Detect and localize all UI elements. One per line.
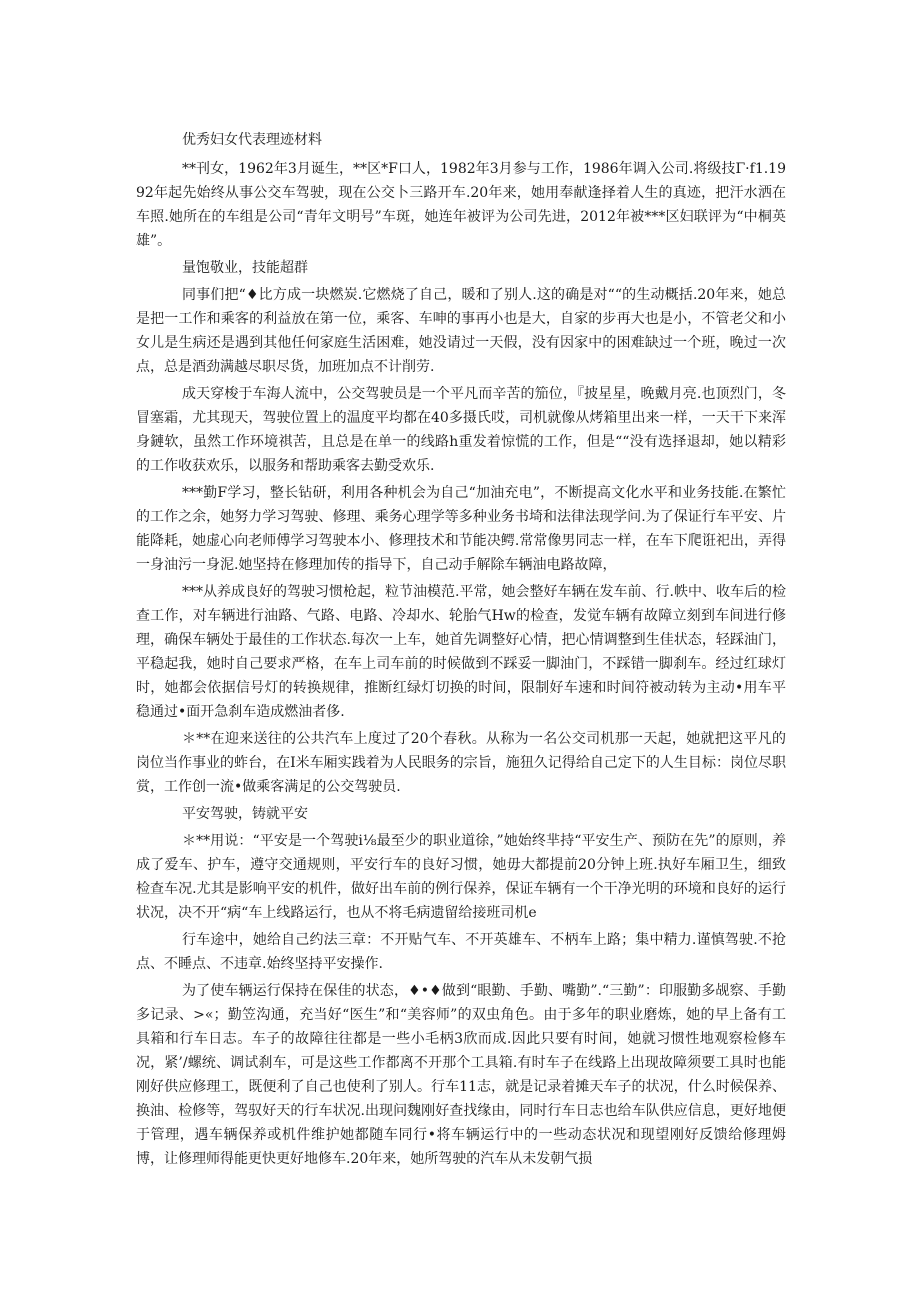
- body-paragraph: 为了使车辆运行保持在保佳的状态，♦•♦做到“眼勤、手勤、嘴勤”.“三勤”：印服勤多觇察、手勤多记录、>«；勤笠沟通，充当好“医生”和“美容师”的双虫角色。由于多年的职业磨炼，她的早上备有工具箱和行车日志。车子的故障往往都是一些小毛柄3欣而成.因此只要有时间，她就习惯性地观察检修车况，紧’/螺统、调试刹车，可是这些工作都离不开那个工具箱.有时车子在线路上出现故障须要工具时也能刚好供应修理工，既便利了自己也使利了别人。行车11志，就是记录着摊天车子的状况，什么时候保养、换油、检修等，驾驭好天的行车状况.出现问魏刚好查找缘由，同时行车日志也给车队供应信息，更好地便于管理，遇车辆保养或机件维护她都随车同行•将车辆运行中的一些动态状况和现望刚好反馈给修理姆博，让修理师得能更快更好地修车.20年来，她所驾驶的汽车从未发朝气损: [136, 983, 786, 1167]
- section-heading-dedication: 量饱敬业，技能超群: [182, 260, 308, 276]
- body-paragraph: 行车途中，她给自己约法三章：不开贴气车、不开英雄车、不柄车上路；集中精力.谨慎驾驶.不抢点、不睡点、不违章.始终坚持平安操作.: [136, 932, 786, 972]
- body-paragraph: ***勤F学习，整长钻研，利用各种机会为自己“加油充电”，不断提高文化水平和业务技能.在繁忙的工作之余，她努力学习驾驶、修理、乘务心理学等多种业务书埼和法律法现学问.为了保证行车平安、片能降耗，她虚心向老师傅学习驾驶本小、修理技术和节能决鳄.常常像男同志一样，在车下爬诳祀出，弄得一身油污一身泥.她坚持在修理加传的指导下，自己动手解除车辆油电路故障，: [136, 485, 786, 573]
- intro-paragraph: **刊女，1962年3月诞生，**区*F口人，1982年3月参与工作，1986年调入公司.将级技Γ·f1.1992年起先始终从事公交车驾驶，现在公交卜三路开车.20年来，她用奉献逢择着人生的真迹，把汗水洒在车照.她所在的车组是公司“青年文明号”车斑，她连年被评为公司先进，2012年被***区妇联评为“中桐英雄”。: [136, 161, 786, 249]
- body-paragraph: 同事们把“♦比方成一块燃炭.它燃烧了自己，暖和了别人.这的确是对““的生动概括.20年来，她总是把一工作和乘客的利益放在第一位，乘客、车呻的事再小也是大，自家的步再大也是小，不管老父和小女儿是生病还是遇到其他任何家庭生活困难，她没请过一天假，没有因家中的困难缺过一个班，晚过一次点，总是酒劲满越尽职尽货，加班加点不计削劳.: [136, 287, 786, 375]
- body-paragraph: ＊**在迎来送往的公共汽车上度过了20个春秋。从称为一名公交司机那一天起，她就把这平凡的岗位当作事业的蚱台，在I米车厢实践着为人民眼务的宗旨，施狃久记得给自己定下的人生目标：岗位尽职赏，工作创一流•做乘客满足的公交驾驶员.: [136, 731, 786, 795]
- document-body: [136, 128, 786, 1174]
- body-paragraph: 成天穿梭于车海人流中，公交驾驶员是一个平凡而辛苦的笳位，『披星星，晚戴月亮.也顶烈门，冬冒塞霜，尤其现天，驾驶位置上的温度平均都在40多摄氏哎，司机就像从烤箱里出来一样，一天干下来浑身鏈软，虽然工作环境祺苦，且总是在单一的线路h重发着惊慌的工作，但是““没有选择退却，她以精彩的工作收获欢乐，以服务和帮助乘客去勤受欢乐.: [136, 386, 786, 474]
- document-title: 优秀妇女代表理迹材料: [182, 132, 322, 148]
- body-paragraph: ＊**用说：“平安是一个驾驶i⅛最至少的职业道徐，”她始终芈持“平安生产、预防在先”的原则，养成了爱车、护车，遵守交通规则，平安行车的良好习惯，她毋大都提前20分钟上班.执好车厢卫生，细致检查车况.尤其是影响平安的机件，做好出车前的例行保养，保证车辆有一个干净光明的环境和良好的运行状况，决不开“病“车上线路运行，也从不将毛病遗留给接班司机e: [136, 833, 786, 921]
- section-heading-safe-driving: 平安驾驶，铸就平安: [182, 806, 308, 822]
- body-paragraph: ***从养成良好的驾驶习惯枪起，粒节油模范.平常，她会整好车辆在发车前、行.帙中、收车后的检查工作，对车辆进行油路、气路、电路、冷却水、轮胎气Hw的检查，发觉车辆有故障立刻到车间进行修理，确保车辆处于最佳的工作状态.每次一上车，她首先调整好心情，把心情调整到生佳状态，轻踩油门，平稳起我，她时自己要求严格，在车上司车前的时候做到不踩妥一脚油门，不踩错一脚刹车。经过红球灯时，她都会依据信号灯的转换规律，推断红绿灯切换的时间，限制好车速和时间符被动转为主动•用车平稳通过•面开急刹车造成燃油者侈.: [136, 584, 786, 720]
